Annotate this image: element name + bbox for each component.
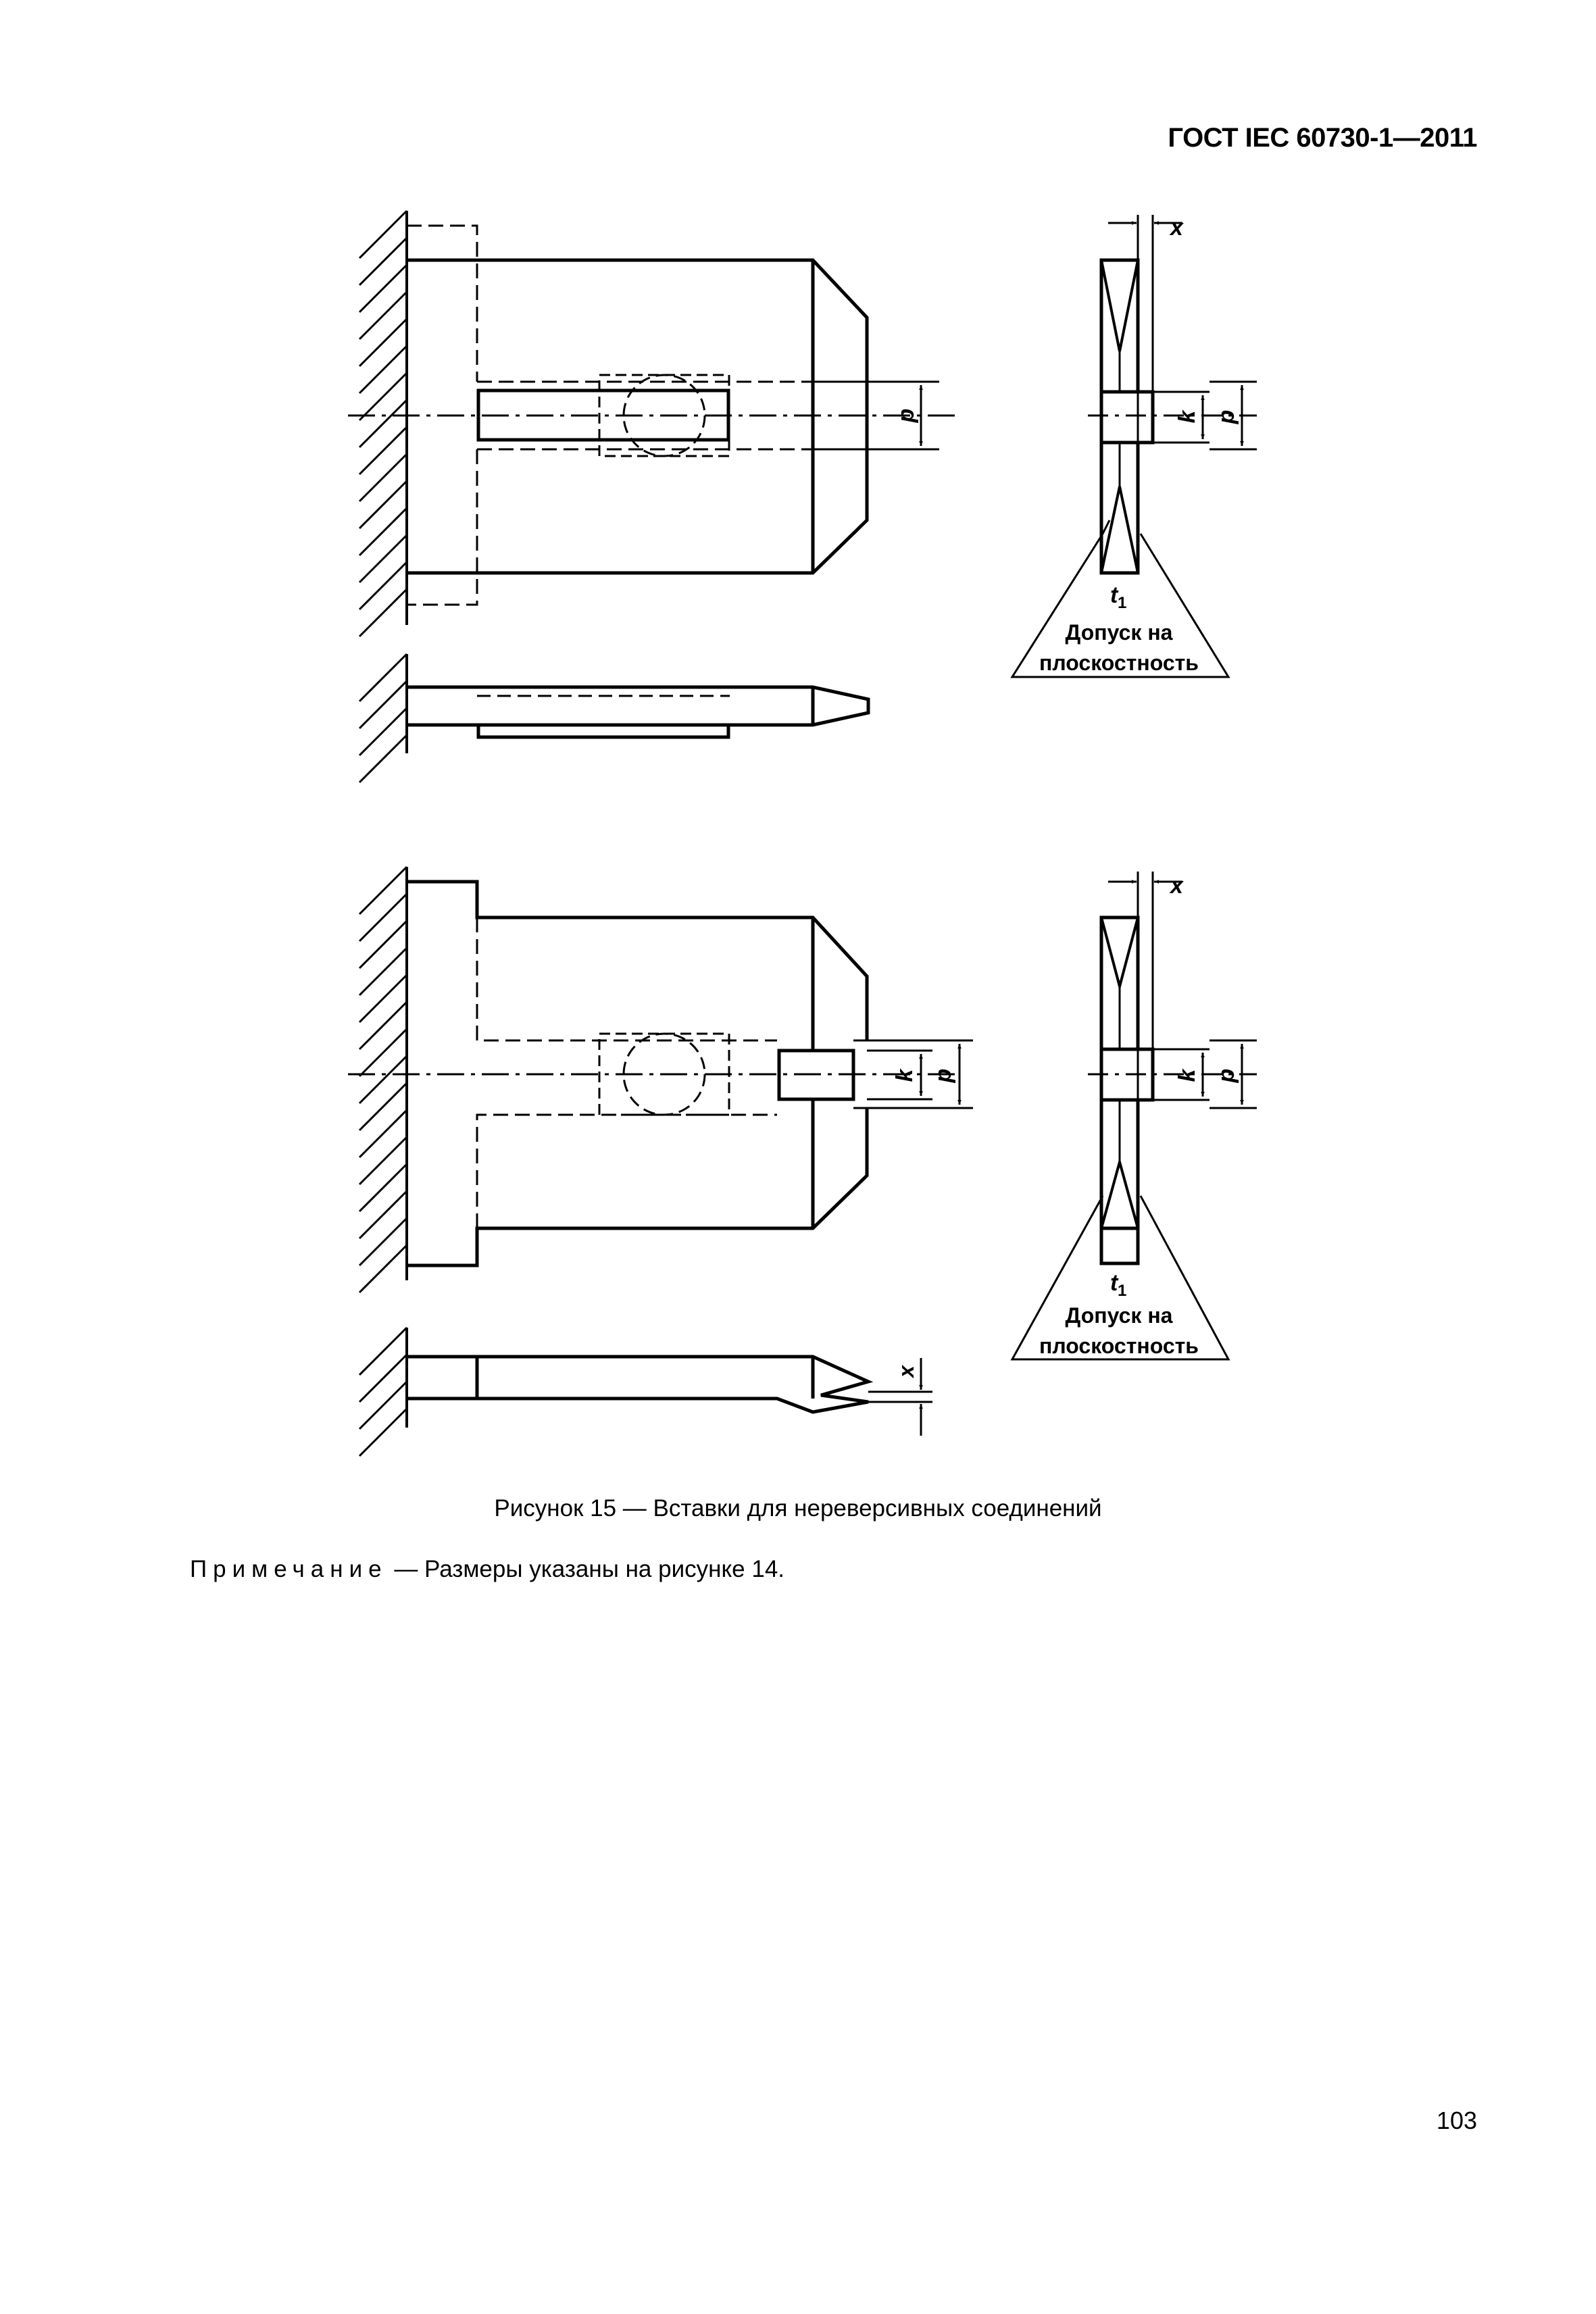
dim-x-side2: x <box>894 1365 918 1378</box>
note-label: Примечание <box>190 1556 388 1582</box>
dim-k-section-mid: k <box>1174 1069 1200 1082</box>
dim-k-top: k <box>1174 410 1200 424</box>
tolerance-label-top-line1: Допуск на <box>1065 620 1173 645</box>
wall-hatch-side1 <box>359 654 407 782</box>
dim-k-mid: k <box>892 1069 918 1082</box>
dim-p-top: p <box>893 408 919 423</box>
dim-x-mid: x <box>1170 873 1183 899</box>
dim-p-mid: p <box>930 1068 956 1083</box>
wall-hatch-top <box>359 211 407 636</box>
dim-p-section-mid: p <box>1214 1068 1239 1083</box>
insert-body-top <box>348 226 959 605</box>
tolerance-label-mid-line2: плоскостность <box>1039 1334 1199 1358</box>
note <box>190 1556 784 1583</box>
section-view-mid <box>1012 872 1257 1359</box>
insert-side2 <box>407 1357 932 1436</box>
dim-t-sub-top: 1 <box>1118 594 1127 612</box>
wall-hatch-mid <box>359 867 407 1292</box>
dim-t-mid: t <box>1110 1270 1118 1296</box>
tolerance-label-top-line2: плоскостность <box>1039 651 1199 675</box>
dim-x-top: x <box>1170 215 1183 241</box>
note-text: — Размеры указаны на рисунке 14. <box>387 1556 785 1582</box>
dim-t-sub-mid: 1 <box>1118 1282 1127 1300</box>
dim-t-top: t <box>1110 582 1118 608</box>
tolerance-label-mid-line1: Допуск на <box>1065 1303 1173 1328</box>
dim-p-section-top: p <box>1214 409 1239 424</box>
page-number: 103 <box>1436 2107 1477 2134</box>
insert-body-mid <box>348 882 973 1265</box>
insert-side1 <box>407 687 868 737</box>
figure-caption: Рисунок 15 — Вставки для нереверсивных соединений <box>494 1495 1102 1521</box>
wall-hatch-side2 <box>359 1328 407 1456</box>
section-view-top <box>1012 215 1257 677</box>
document-header: ГОСТ IEC 60730-1—2011 <box>1168 123 1477 153</box>
